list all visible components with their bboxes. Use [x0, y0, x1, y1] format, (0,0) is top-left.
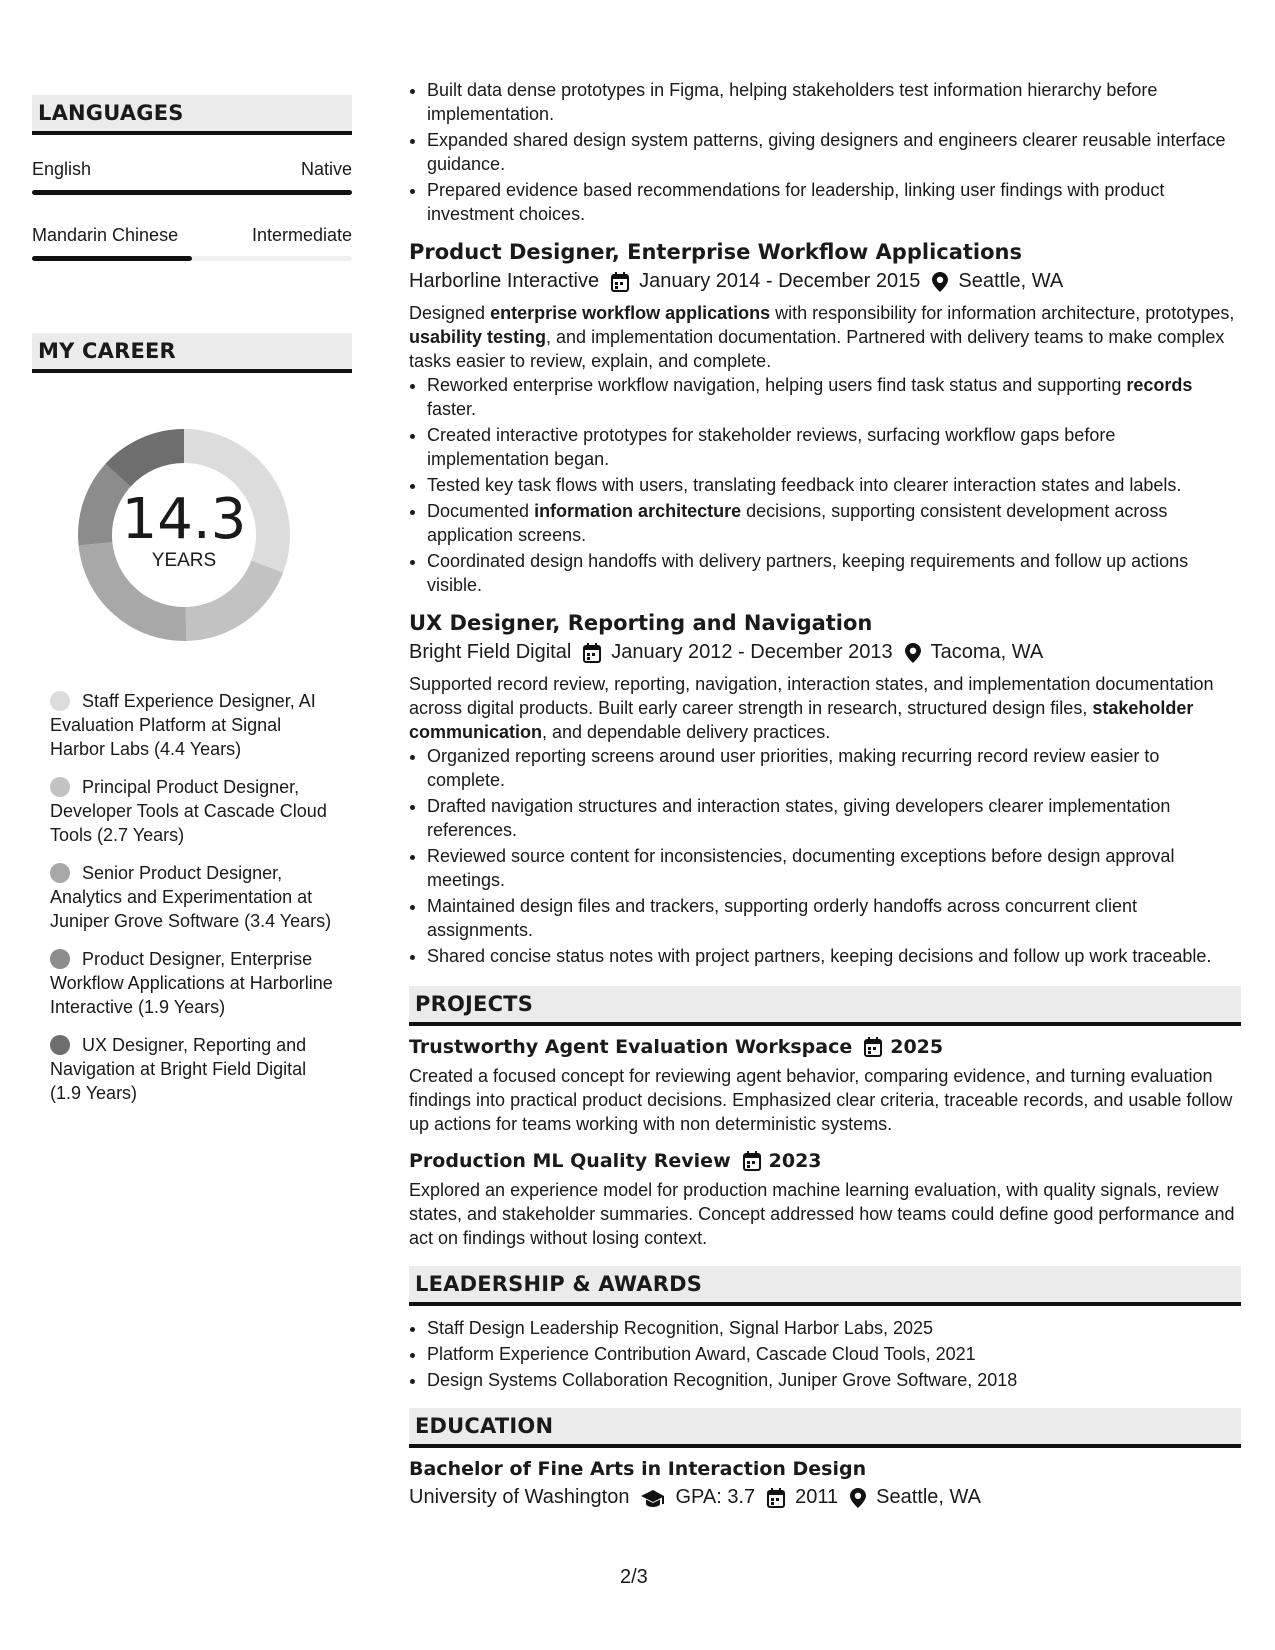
location-pin-icon: [850, 1488, 866, 1508]
location-pin-icon: [905, 643, 921, 663]
award-item: • Design Systems Collaboration Recognition, Juniper Grove Software, 2018: [427, 1368, 1241, 1392]
job-location: Tacoma, WA: [930, 641, 1044, 663]
language-name: English: [32, 159, 92, 179]
career-legend-item: Principal Product Designer, Developer Tools at Cascade Cloud Tools (2.7 Years): [50, 777, 327, 845]
career-legend-item: Product Designer, Enterprise Workflow Applications at Harborline Interactive (1.9 Years): [50, 949, 333, 1017]
education-heading: EDUCATION: [409, 1408, 1241, 1448]
legend-dot: [50, 691, 70, 711]
page-number: 2/3: [620, 1566, 648, 1588]
legend-dot: [50, 1035, 70, 1055]
bullet-item: • Reviewed source content for inconsistencies, documenting exceptions before design approval meetings.: [427, 844, 1241, 892]
language-level: Native: [300, 159, 352, 179]
graduation-cap-icon: [641, 1489, 665, 1507]
my-career-heading: MY CAREER: [32, 333, 352, 373]
project-title-row: [409, 1036, 1241, 1058]
legend-dot: [50, 863, 70, 883]
project-year: 2025: [890, 1036, 944, 1058]
career-legend-item: Senior Product Designer, Analytics and Experimentation at Juniper Grove Software (3.4 Years): [50, 863, 332, 931]
job-bullets: [409, 744, 1241, 968]
previous-job-bullets: [409, 78, 1241, 226]
company-name: Harborline Interactive: [409, 270, 600, 292]
bullet-item: • Built data dense prototypes in Figma, helping stakeholders test information hierarchy before implementation.: [427, 78, 1241, 126]
job-meta: [409, 270, 1241, 293]
awards-heading: LEADERSHIP & AWARDS: [409, 1266, 1241, 1306]
gpa: GPA: 3.7: [675, 1486, 756, 1508]
education-meta: [409, 1486, 1241, 1509]
job-dates: January 2012 - December 2013: [611, 641, 893, 663]
job-title: UX Designer, Reporting and Navigation: [409, 611, 873, 635]
award-item: • Platform Experience Contribution Award, Cascade Cloud Tools, 2021: [427, 1342, 1241, 1366]
bullet-item: • Maintained design files and trackers, supporting orderly handoffs across concurrent client assignments.: [427, 894, 1241, 942]
project-title: Trustworthy Agent Evaluation Workspace: [409, 1036, 853, 1058]
job-summary: Designed enterprise workflow applications with responsibility for information architecture, prototypes, usability testing, and implementation documentation. Partnered with delivery teams to make complex tasks easier to review, explain, and complete.: [409, 303, 1235, 371]
job-entry: [409, 240, 1241, 597]
projects-heading: PROJECTS: [409, 986, 1241, 1026]
years-label: YEARS: [151, 550, 217, 571]
bullet-item: • Documented information architecture decisions, supporting consistent development across application screens.: [427, 499, 1241, 547]
location-pin-icon: [932, 272, 948, 292]
project-title-row: [409, 1150, 1241, 1172]
language-item: [32, 225, 352, 261]
calendar-icon: [583, 643, 601, 663]
school-name: University of Washington: [409, 1486, 630, 1508]
legend-dot: [50, 949, 70, 969]
company-name: Bright Field Digital: [409, 641, 572, 663]
bullet-item: • Expanded shared design system patterns, giving designers and engineers clearer reusable interface guidance.: [427, 128, 1241, 176]
bullet-item: • Tested key task flows with users, translating feedback into clearer interaction states and labels.: [427, 473, 1241, 497]
job-title: Product Designer, Enterprise Workflow Applications: [409, 240, 1022, 264]
project-year: 2023: [768, 1150, 822, 1172]
languages-heading: LANGUAGES: [32, 95, 352, 135]
bullet-item: • Prepared evidence based recommendations for leadership, linking user findings with product investment choices.: [427, 178, 1241, 226]
education-location: Seattle, WA: [876, 1486, 982, 1508]
bullet-item: • Reworked enterprise workflow navigation, helping users find task status and supporting records faster.: [427, 373, 1241, 421]
job-entry: [409, 611, 1241, 968]
bullet-item: • Organized reporting screens around user priorities, making recurring record review easier to complete.: [427, 744, 1241, 792]
job-meta: [409, 641, 1241, 664]
project-description: Created a focused concept for reviewing agent behavior, comparing evidence, and turning evaluation findings into practical product decisions. Emphasized clear criteria, traceable records, and usable follow up actions for teams working with non deterministic systems.: [409, 1066, 1233, 1134]
career-legend: [50, 689, 340, 1105]
right-column: [409, 78, 1241, 1509]
awards-list: [409, 1316, 1241, 1392]
project-entry: [409, 1150, 1241, 1250]
language-name: Mandarin Chinese: [32, 225, 179, 245]
language-proficiency-bar: [32, 190, 352, 195]
bullet-item: • Drafted navigation structures and interaction states, giving developers clearer implementation references.: [427, 794, 1241, 842]
calendar-icon: [864, 1037, 882, 1057]
project-description: Explored an experience model for production machine learning evaluation, with quality signals, review states, and stakeholder summaries. Concept addressed how teams could define good performance and act on findings without losing context.: [409, 1180, 1235, 1248]
calendar-icon: [743, 1151, 761, 1171]
job-bullets: [409, 373, 1241, 597]
career-legend-item: Staff Experience Designer, AI Evaluation Platform at Signal Harbor Labs (4.4 Years): [50, 691, 316, 759]
job-dates: January 2014 - December 2015: [639, 270, 921, 292]
project-entry: [409, 1036, 1241, 1136]
language-item: [32, 159, 352, 195]
job-summary: Supported record review, reporting, navigation, interaction states, and implementation documentation across digital products. Built early career strength in research, structured design files, stakeholder communication, and dependable delivery practices.: [409, 674, 1214, 742]
graduation-year: 2011: [795, 1486, 839, 1508]
legend-dot: [50, 777, 70, 797]
bullet-item: • Shared concise status notes with project partners, keeping decisions and follow up work traceable.: [427, 944, 1241, 968]
total-years: 14.3: [121, 487, 247, 552]
career-donut-chart: [64, 415, 304, 655]
job-location: Seattle, WA: [958, 270, 1064, 292]
bullet-item: • Created interactive prototypes for stakeholder reviews, surfacing workflow gaps before implementation began.: [427, 423, 1241, 471]
career-legend-item: UX Designer, Reporting and Navigation at Bright Field Digital (1.9 Years): [50, 1035, 307, 1103]
award-item: • Staff Design Leadership Recognition, Signal Harbor Labs, 2025: [427, 1316, 1241, 1340]
project-title: Production ML Quality Review: [409, 1150, 731, 1172]
degree: Bachelor of Fine Arts in Interaction Design: [409, 1458, 867, 1480]
bullet-item: • Coordinated design handoffs with delivery partners, keeping requirements and follow up actions visible.: [427, 549, 1241, 597]
calendar-icon: [611, 272, 629, 292]
calendar-icon: [767, 1488, 785, 1508]
left-column: [32, 95, 352, 1119]
language-proficiency-bar: [32, 256, 352, 261]
language-level: Intermediate: [251, 225, 352, 245]
